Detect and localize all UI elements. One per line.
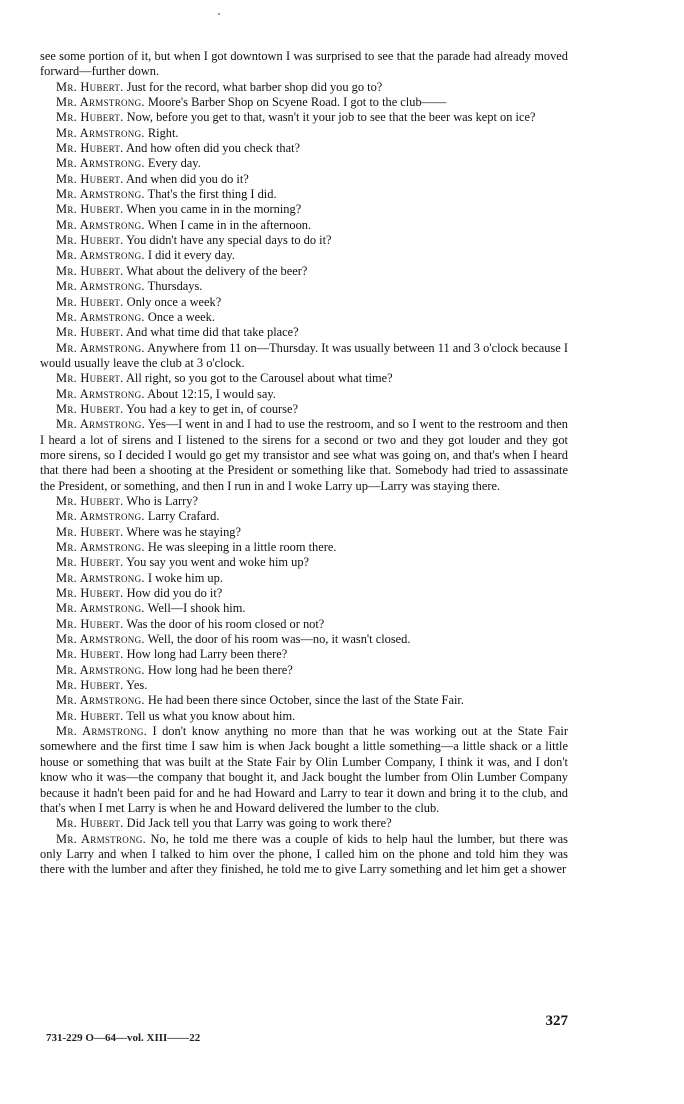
paragraph-text: Just for the record, what barber shop did you go to?: [123, 79, 383, 94]
transcript-paragraph: [40, 371, 568, 386]
transcript-paragraph: [40, 647, 568, 662]
speaker-name: Mr. Hubert.: [56, 202, 124, 217]
speaker-name: Mr. Hubert.: [56, 401, 124, 416]
transcript-paragraph: [40, 141, 568, 156]
transcript-paragraph: [40, 264, 568, 279]
speaker-name: Mr. Hubert.: [56, 678, 124, 693]
paragraph-text: Was the door of his room closed or not?: [123, 616, 325, 631]
transcript-paragraph: [40, 187, 568, 202]
transcript-page: [40, 49, 568, 878]
paragraph-text: He had been there since October, since the last of the State Fair.: [144, 693, 464, 708]
transcript-paragraph: [40, 525, 568, 540]
transcript-paragraph: [40, 80, 568, 95]
transcript-paragraph: [40, 693, 568, 708]
paragraph-text: Only once a week?: [123, 294, 222, 309]
scan-speck: [218, 13, 220, 15]
paragraph-text: see some portion of it, but when I got downtown I was surprised to see that the parade had already moved forward—further down.: [40, 49, 568, 79]
paragraph-text: All right, so you got to the Carousel about what time?: [123, 371, 393, 386]
paragraph-text: Tell us what you know about him.: [123, 708, 296, 723]
paragraph-text: You didn't have any special days to do it?: [123, 233, 332, 248]
transcript-paragraph: [40, 156, 568, 171]
paragraph-text: I did it every day.: [144, 248, 235, 263]
transcript-paragraph: [40, 832, 568, 878]
transcript-paragraph: [40, 709, 568, 724]
speaker-name: Mr. Armstrong.: [56, 125, 145, 140]
speaker-name: Mr. Hubert.: [56, 708, 124, 723]
paragraph-text: When you came in in the morning?: [123, 202, 302, 217]
transcript-paragraph: [40, 387, 568, 402]
speaker-name: Mr. Armstrong.: [56, 570, 145, 585]
speaker-name: Mr. Armstrong.: [56, 95, 145, 110]
speaker-name: Mr. Armstrong.: [56, 248, 145, 263]
transcript-paragraph: [40, 816, 568, 831]
speaker-name: Mr. Hubert.: [56, 233, 124, 248]
speaker-name: Mr. Armstrong.: [56, 540, 145, 554]
transcript-paragraph: [40, 49, 568, 80]
paragraph-text: Yes—I went in and I had to use the restroom, and so I went to the restroom and then I heard a lot of sirens and I listened to the sirens for a second or two and they got louder and they got more sirens, so I decided I would go get my transistor and see what was going on, and that's when I heard that there had been a shooting at the President or something like that. Somebody had tried to assassinate the President, or something, and then I run in and I woke Larry up—Larry was staying there.: [40, 417, 568, 493]
transcript-paragraph: [40, 678, 568, 693]
print-footer: 731-229 O—64—vol. XIII——22: [46, 1032, 201, 1044]
paragraph-text: How long had Larry been there?: [123, 647, 288, 662]
paragraph-text: How did you do it?: [123, 586, 223, 601]
transcript-paragraph: [40, 617, 568, 632]
speaker-name: Mr. Armstrong.: [56, 417, 145, 432]
transcript-paragraph: [40, 724, 568, 816]
speaker-name: Mr. Hubert.: [56, 171, 124, 186]
transcript-paragraph: [40, 310, 568, 325]
speaker-name: Mr. Armstrong.: [56, 662, 145, 677]
transcript-paragraph: [40, 540, 568, 555]
speaker-name: Mr. Armstrong.: [56, 386, 145, 401]
paragraph-text: He was sleeping in a little room there.: [144, 540, 337, 554]
paragraph-text: And how often did you check that?: [123, 141, 301, 156]
speaker-name: Mr. Armstrong.: [56, 831, 147, 846]
speaker-name: Mr. Armstrong.: [56, 724, 148, 739]
paragraph-text: Who is Larry?: [123, 493, 198, 508]
paragraph-text: Well, the door of his room was—no, it wasn't closed.: [144, 632, 411, 647]
transcript-paragraph: [40, 417, 568, 494]
paragraph-text: I don't know anything no more than that he was working out at the State Fair somewhere and the first time I saw him is when Jack bought a little something—a little shack or a little house or something that was built at the State Fair by Olin Lumber Company, I think it was, and I don't know who it was—the company that bought it, and Jack bought the lumber from Olin Lumber Company because it hadn't been paid for and he had Howard and Larry to tear it down and bring it to the club, and that's when I met Larry is when he and Howard delivered the lumber to the club.: [40, 724, 568, 815]
transcript-paragraph: [40, 494, 568, 509]
speaker-name: Mr. Hubert.: [56, 647, 124, 662]
speaker-name: Mr. Armstrong.: [56, 187, 145, 202]
transcript-paragraph: [40, 172, 568, 187]
speaker-name: Mr. Armstrong.: [56, 601, 145, 616]
paragraph-text: When I came in in the afternoon.: [144, 217, 312, 232]
paragraph-text: Anywhere from 11 on—Thursday. It was usually between 11 and 3 o'clock because I would usually leave the club at 3 o'clock.: [40, 340, 568, 370]
speaker-name: Mr. Hubert.: [56, 616, 124, 631]
speaker-name: Mr. Armstrong.: [56, 156, 145, 171]
transcript-paragraph: [40, 555, 568, 570]
page-number: 327: [545, 1013, 568, 1029]
paragraph-text: Yes.: [123, 678, 148, 693]
speaker-name: Mr. Hubert.: [56, 816, 124, 831]
transcript-paragraph: [40, 663, 568, 678]
transcript-paragraph: [40, 571, 568, 586]
speaker-name: Mr. Armstrong.: [56, 693, 145, 708]
paragraph-text: Well—I shook him.: [144, 601, 246, 616]
speaker-name: Mr. Armstrong.: [56, 509, 145, 524]
speaker-name: Mr. Hubert.: [56, 263, 124, 278]
transcript-paragraph: [40, 110, 568, 125]
transcript-paragraph: [40, 601, 568, 616]
speaker-name: Mr. Armstrong.: [56, 632, 145, 647]
paragraph-text: No, he told me there was a couple of kids to help haul the lumber, but there was only Larry and when I talked to him over the phone, I called him on the phone and told him they was there with the lumber and after they finished, he told me to give Larry something and let him get a shower: [40, 831, 568, 877]
paragraph-text: Where was he staying?: [123, 524, 241, 539]
paragraph-text: What about the delivery of the beer?: [123, 263, 308, 278]
paragraph-text: Every day.: [144, 156, 201, 171]
paragraph-text: Did Jack tell you that Larry was going to work there?: [123, 816, 392, 831]
speaker-name: Mr. Hubert.: [56, 586, 124, 601]
paragraph-text: How long had he been there?: [144, 662, 293, 677]
transcript-paragraph: [40, 325, 568, 340]
speaker-name: Mr. Hubert.: [56, 524, 124, 539]
speaker-name: Mr. Armstrong.: [56, 340, 145, 355]
speaker-name: Mr. Hubert.: [56, 79, 124, 94]
paragraph-text: Once a week.: [144, 309, 215, 324]
speaker-name: Mr. Hubert.: [56, 325, 124, 340]
transcript-paragraph: [40, 233, 568, 248]
transcript-paragraph: [40, 202, 568, 217]
transcript-paragraph: [40, 295, 568, 310]
paragraph-text: Moore's Barber Shop on Scyene Road. I got to the club——: [144, 95, 447, 110]
speaker-name: Mr. Hubert.: [56, 141, 124, 156]
speaker-name: Mr. Hubert.: [56, 110, 124, 125]
paragraph-text: That's the first thing I did.: [144, 187, 277, 202]
paragraph-text: And what time did that take place?: [123, 325, 299, 340]
speaker-name: Mr. Armstrong.: [56, 279, 145, 294]
transcript-paragraph: [40, 126, 568, 141]
transcript-paragraph: [40, 402, 568, 417]
transcript-paragraph: [40, 218, 568, 233]
paragraph-text: And when did you do it?: [123, 171, 249, 186]
speaker-name: Mr. Armstrong.: [56, 309, 145, 324]
paragraph-text: I woke him up.: [144, 570, 223, 585]
speaker-name: Mr. Hubert.: [56, 294, 124, 309]
speaker-name: Mr. Armstrong.: [56, 217, 145, 232]
speaker-name: Mr. Hubert.: [56, 555, 124, 570]
transcript-paragraph: [40, 586, 568, 601]
paragraph-text: Now, before you get to that, wasn't it your job to see that the beer was kept on ice?: [123, 110, 536, 125]
transcript-paragraph: [40, 279, 568, 294]
paragraph-text: Thursdays.: [144, 279, 203, 294]
speaker-name: Mr. Hubert.: [56, 371, 124, 386]
paragraph-text: About 12:15, I would say.: [144, 386, 276, 401]
transcript-paragraph: [40, 95, 568, 110]
paragraph-text: Right.: [144, 125, 179, 140]
transcript-paragraph: [40, 248, 568, 263]
transcript-paragraph: [40, 509, 568, 524]
transcript-paragraph: [40, 632, 568, 647]
paragraph-text: You had a key to get in, of course?: [123, 401, 298, 416]
transcript-paragraph: [40, 341, 568, 372]
speaker-name: Mr. Hubert.: [56, 493, 124, 508]
paragraph-text: Larry Crafard.: [144, 509, 220, 524]
paragraph-text: You say you went and woke him up?: [123, 555, 310, 570]
